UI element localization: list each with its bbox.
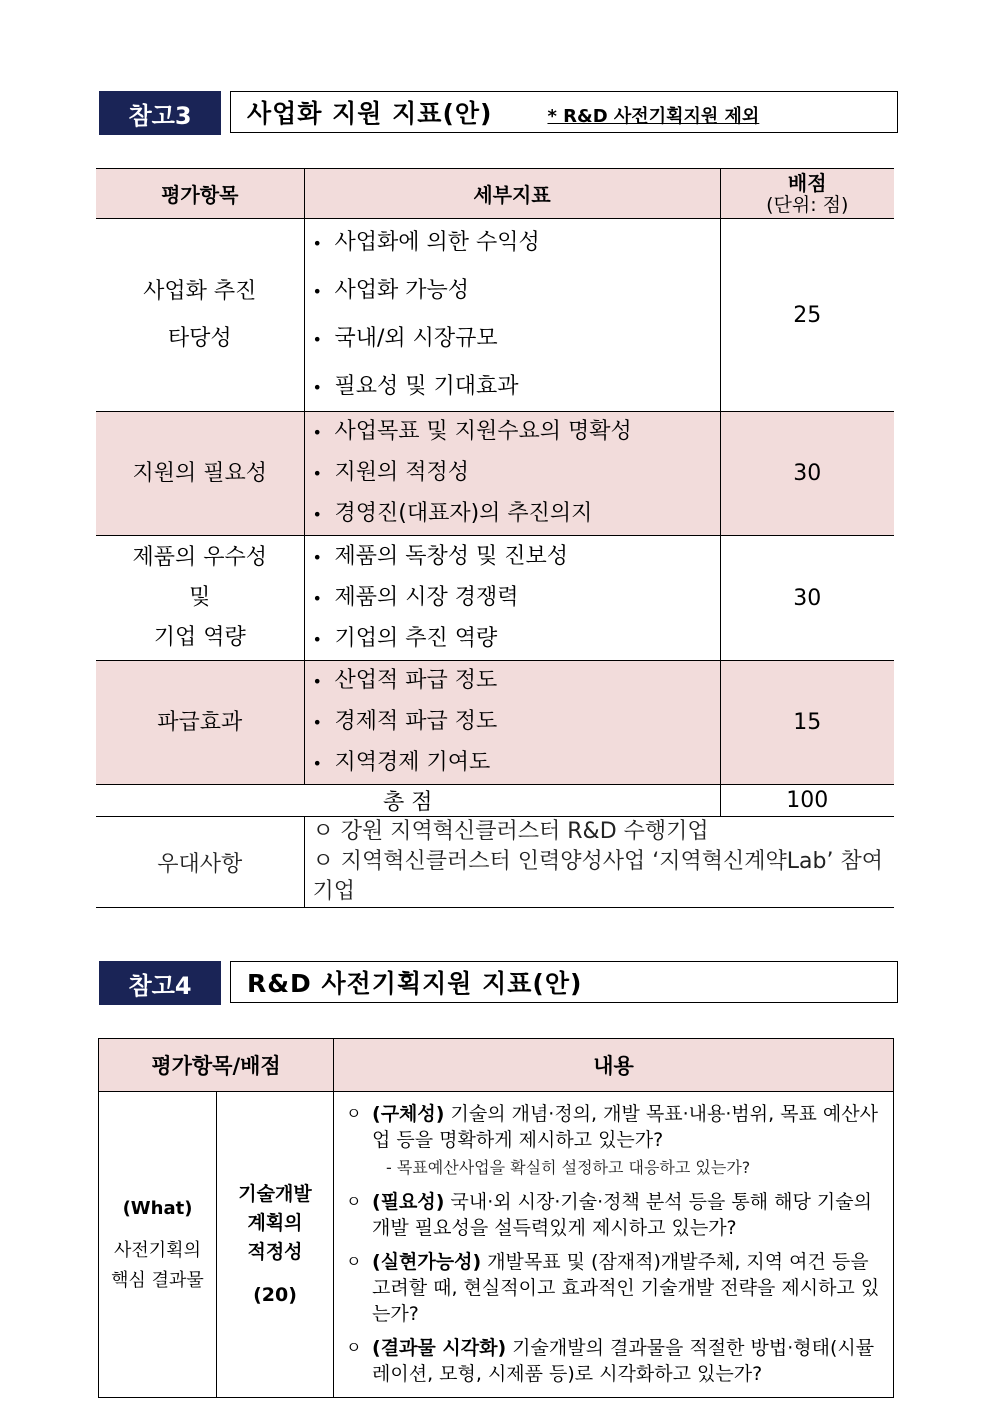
reference-badge: 참고3	[99, 91, 221, 135]
criterion-key: (필요성)	[372, 1190, 445, 1213]
table-header-row	[99, 1039, 894, 1092]
indicator-item: • 경영진(대표자)의 추진의지	[312, 501, 593, 526]
plan-line: 기술개발	[238, 1182, 312, 1205]
criterion-key: (구체성)	[372, 1102, 445, 1125]
total-value: 100	[720, 785, 894, 817]
indicator-item: • 사업목표 및 지원수요의 명확성	[312, 419, 632, 444]
score-cell: 30	[720, 412, 894, 536]
category-line: 지원의 필요성	[132, 461, 267, 486]
plan-cell	[217, 1092, 334, 1398]
total-row	[96, 785, 894, 817]
indicator-item: • 국내/외 시장규모	[312, 326, 498, 351]
reference-title-box	[230, 961, 898, 1003]
preference-item: ㅇ 지역혁신클러스터 인력양성사업 ‘지역혁신계약Lab’ 참여기업	[312, 849, 883, 904]
bullet-icon: ㅇ	[346, 1251, 362, 1271]
criterion-item	[346, 1189, 885, 1241]
commercialization-criteria-table	[96, 168, 894, 908]
indicators-cell	[304, 219, 720, 412]
rd-planning-criteria-table	[98, 1038, 894, 1398]
bullet-icon: ㅇ	[346, 1103, 362, 1123]
reference-note: * R&D 사전기획지원 제외	[547, 106, 760, 127]
indicator-item: • 지역경제 기여도	[312, 750, 491, 775]
criterion-text: 기술의 개념·정의, 개발 목표·내용·범위, 목표 예산사업 등을 명확하게 제시하고 있는가?	[372, 1102, 878, 1151]
what-cell	[99, 1092, 217, 1398]
table-row	[99, 1092, 894, 1398]
indicator-item: • 필요성 및 기대효과	[312, 374, 519, 399]
header-item: 평가항목/배점	[99, 1039, 334, 1092]
table-row	[96, 412, 894, 536]
criterion-item	[346, 1335, 885, 1387]
criterion-key: (결과물 시각화)	[372, 1336, 507, 1359]
indicator-item: • 경제적 파급 정도	[312, 709, 498, 734]
category-line: 및	[189, 585, 211, 610]
indicators-cell	[304, 412, 720, 536]
table-row	[96, 536, 894, 661]
what-desc-line: 사전기획의	[114, 1239, 201, 1261]
criterion-key: (실현가능성)	[372, 1250, 482, 1273]
reference-badge: 참고4	[99, 961, 221, 1005]
what-label: (What)	[122, 1197, 193, 1219]
category-cell	[96, 219, 304, 412]
indicator-item: • 기업의 추진 역량	[312, 625, 498, 651]
criterion-text: 기술개발의 결과물을 적절한 방법·형태(시뮬레이션, 모형, 시제품 등)로 시각화하고 있는가?	[372, 1336, 875, 1385]
indicator-item: • 사업화에 의한 수익성	[312, 230, 540, 255]
criterion-text: 국내·외 시장·기술·정책 분석 등을 통해 해당 기술의 개발 필요성을 설득력있게 제시하고 있는가?	[372, 1190, 872, 1239]
indicators-cell	[304, 661, 720, 785]
criterion-text: 개발목표 및 (잠재적)개발주체, 지역 여건 등을 고려할 때, 현실적이고 효과적인 기술개발 전략을 제시하고 있는가?	[372, 1250, 880, 1325]
indicator-item: • 사업화 가능성	[312, 278, 470, 303]
indicators-cell	[304, 536, 720, 661]
table-header-row	[96, 169, 894, 219]
reference-3-header	[99, 91, 898, 135]
category-cell	[96, 412, 304, 536]
header-score-label: 배점	[787, 170, 827, 195]
header-score-unit: (단위: 점)	[766, 193, 849, 216]
criterion-sub: - 목표예산사업을 확실히 설정하고 대응하고 있는가?	[386, 1157, 751, 1177]
indicator-item: • 산업적 파급 정도	[312, 668, 498, 693]
reference-title-box	[230, 91, 898, 133]
category-line: 제품의 우수성	[132, 545, 267, 570]
indicator-item: • 제품의 독창성 및 진보성	[312, 543, 569, 569]
category-line: 기업 역량	[153, 625, 246, 650]
reference-title: R&D 사전기획지원 지표(안)	[247, 969, 583, 998]
plan-line: 계획의	[247, 1211, 303, 1234]
header-score	[720, 169, 894, 219]
preference-label: 우대사항	[96, 817, 304, 908]
preference-items	[304, 817, 894, 908]
bullet-icon: ㅇ	[346, 1191, 362, 1211]
bullet-icon: ㅇ	[346, 1337, 362, 1357]
header-indicators: 세부지표	[304, 169, 720, 219]
content-cell	[334, 1092, 894, 1398]
table-row	[96, 661, 894, 785]
plan-score: (20)	[253, 1283, 297, 1306]
table-row	[96, 219, 894, 412]
preference-item: ㅇ 강원 지역혁신클러스터 R&D 수행기업	[312, 819, 709, 844]
header-category: 평가항목	[96, 169, 304, 219]
reference-4-header	[99, 961, 898, 1005]
category-line: 사업화 추진	[143, 279, 257, 304]
plan-line: 적정성	[247, 1240, 303, 1263]
what-desc-line: 핵심 결과물	[111, 1269, 204, 1291]
header-content: 내용	[334, 1039, 894, 1092]
score-cell: 15	[720, 661, 894, 785]
total-label: 총 점	[96, 785, 720, 817]
indicator-item: • 제품의 시장 경쟁력	[312, 584, 519, 610]
category-cell	[96, 536, 304, 661]
preference-row	[96, 817, 894, 908]
score-cell: 30	[720, 536, 894, 661]
category-cell	[96, 661, 304, 785]
score-cell: 25	[720, 219, 894, 412]
criterion-item	[346, 1101, 885, 1181]
criterion-item	[346, 1249, 885, 1327]
indicator-item: • 지원의 적정성	[312, 460, 470, 485]
category-line: 타당성	[167, 326, 232, 351]
reference-title: 사업화 지원 지표(안)	[247, 99, 493, 128]
category-line: 파급효과	[157, 710, 243, 735]
